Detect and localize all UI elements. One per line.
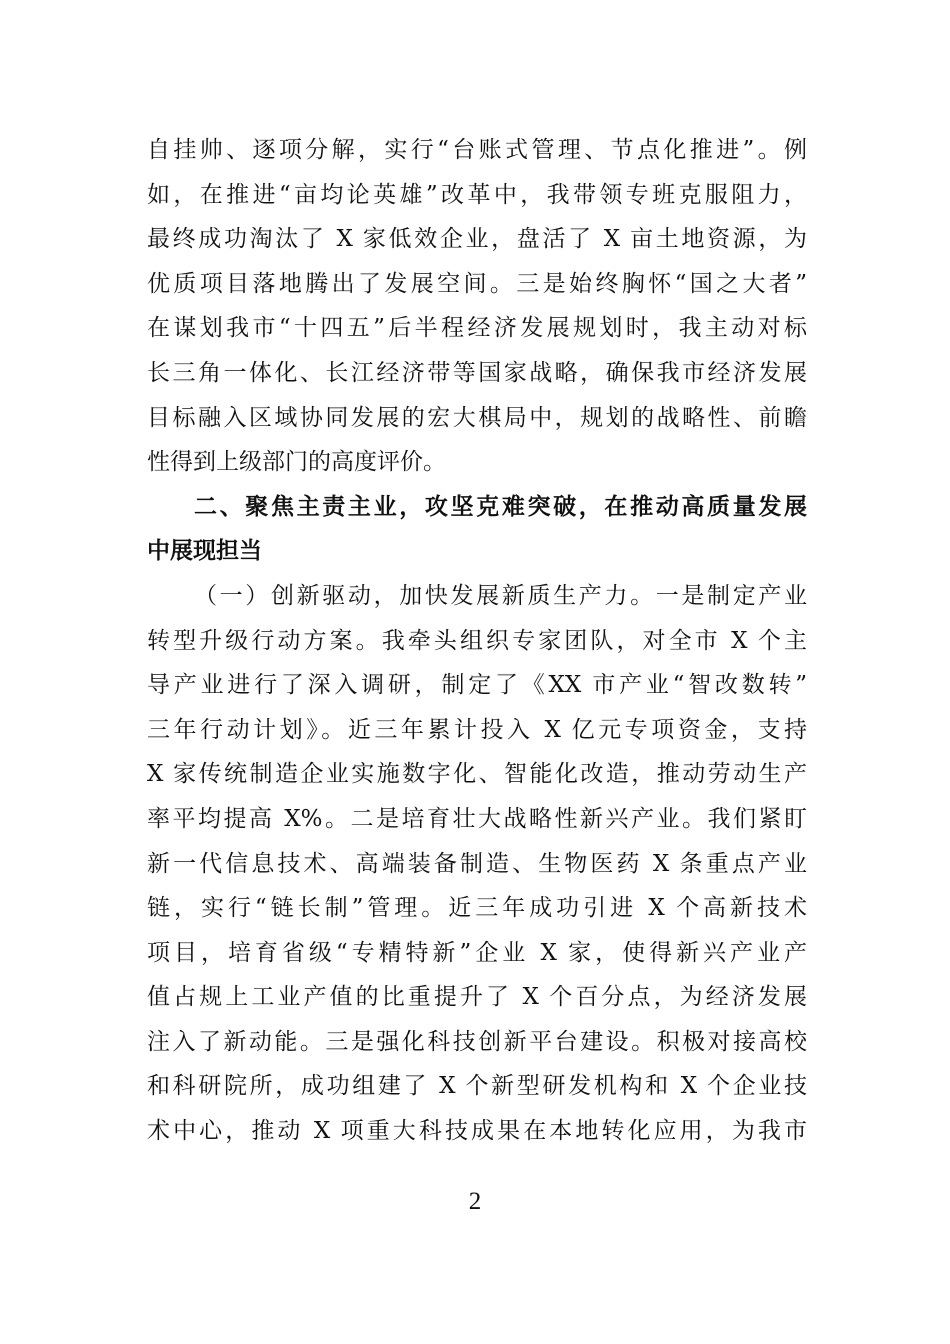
text-line: 最终成功淘汰了 X 家低效企业，盘活了 X 亩土地资源，为 bbox=[147, 226, 807, 253]
text-line: 在谋划我市“十四五”后半程经济发展规划时，我主动对标 bbox=[147, 315, 807, 342]
page-number: 2 bbox=[468, 1188, 482, 1215]
text-line: 值占规上工业产值的比重提升了 X 个百分点，为经济发展 bbox=[147, 984, 807, 1011]
text-line: （一）创新驱动，加快发展新质生产力。一是制定产业 bbox=[194, 582, 807, 609]
paragraph-1 bbox=[147, 128, 807, 485]
paragraph-2 bbox=[147, 574, 807, 1154]
text-line: 自挂帅、逐项分解，实行“台账式管理、节点化推进”。例 bbox=[147, 137, 807, 163]
text-line: 长三角一体化、长江经济带等国家战略，确保我市经济发展 bbox=[147, 359, 807, 386]
section-heading bbox=[147, 485, 807, 574]
text-line: 项目，培育省级“专精特新”企业 X 家，使得新兴产业产 bbox=[147, 939, 807, 966]
heading-line: 二、聚焦主责主业，攻坚克难突破，在推动高质量发展 bbox=[194, 493, 807, 520]
text-line: 链，实行“链长制”管理。近三年成功引进 X 个高新技术 bbox=[147, 895, 807, 922]
text-line: 导产业进行了深入调研，制定了《XX 市产业“智改数转” bbox=[147, 672, 807, 699]
text-line: 术中心，推动 X 项重大科技成果在本地转化应用，为我市 bbox=[147, 1118, 807, 1145]
text-line: X 家传统制造企业实施数字化、智能化改造，推动劳动生产 bbox=[147, 761, 807, 788]
text-line: 注入了新动能。三是强化科技创新平台建设。积极对接高校 bbox=[147, 1028, 807, 1055]
text-line: 优质项目落地腾出了发展空间。三是始终胸怀“国之大者” bbox=[147, 270, 807, 297]
text-line: 目标融入区域协同发展的宏大棋局中，规划的战略性、前瞻 bbox=[147, 404, 807, 431]
document-body bbox=[147, 128, 807, 1154]
text-line: 三年行动计划》。近三年累计投入 X 亿元专项资金，支持 bbox=[147, 716, 807, 743]
text-line: 转型升级行动方案。我牵头组织专家团队，对全市 X 个主 bbox=[147, 627, 807, 654]
text-line: 和科研院所，成功组建了 X 个新型研发机构和 X 个企业技 bbox=[147, 1073, 807, 1100]
heading-line: 中展现担当 bbox=[147, 538, 262, 565]
text-line: 性得到上级部门的高度评价。 bbox=[147, 449, 446, 476]
text-line: 率平均提高 X%。二是培育壮大战略性新兴产业。我们紧盯 bbox=[147, 805, 807, 832]
text-line: 新一代信息技术、高端装备制造、生物医药 X 条重点产业 bbox=[147, 850, 807, 877]
text-line: 如，在推进“亩均论英雄”改革中，我带领专班克服阻力， bbox=[147, 181, 807, 208]
